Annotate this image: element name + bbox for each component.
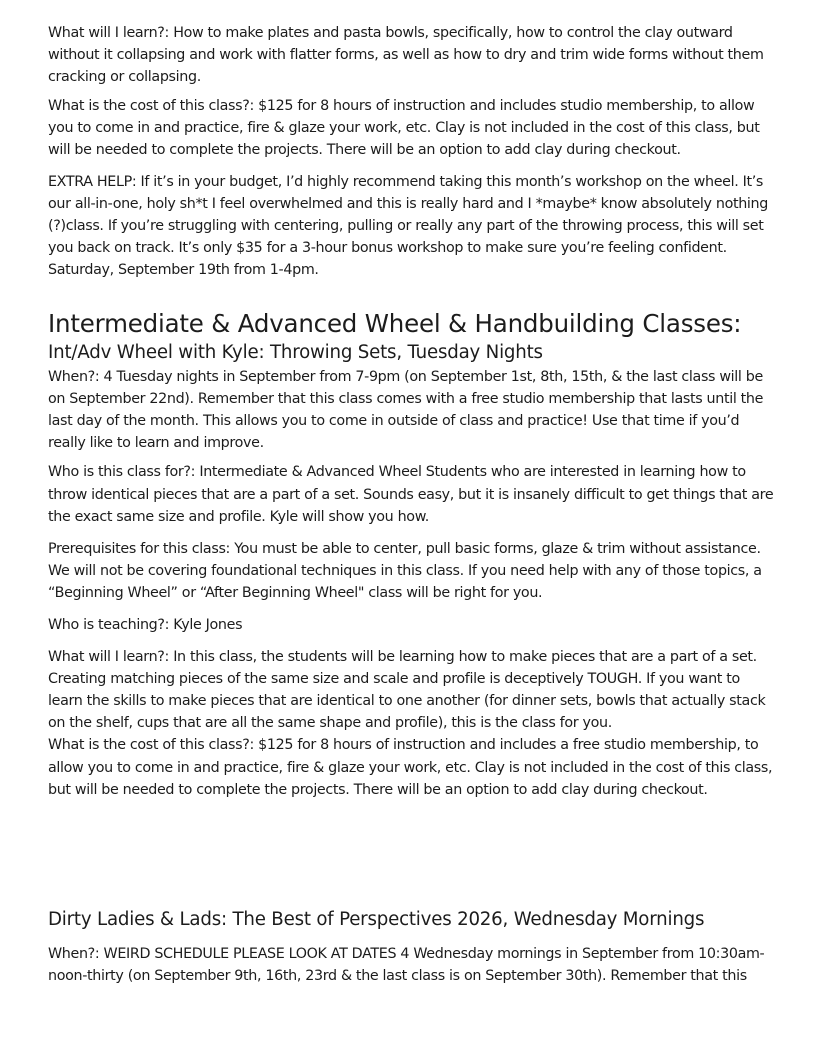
cost-paragraph: What is the cost of this class?: $125 for 8 hours of instruction and includes studio membership, to allow you to come in and practice, fire & glaze your work, etc. Clay is not included in the cost of this class, but will be needed to complete the projects. There will be an option to add clay during checkout. — [48, 98, 760, 159]
cost-paragraph-kyle: What is the cost of this class?: $125 for 8 hours of instruction and includes a free studio membership, to allow you to come in and practice, fire & glaze your work, etc. Clay is not included in the cost of this class, but will be needed to complete the projects. There will be an option to add clay during checkout. — [48, 737, 773, 798]
class-title-kyle: Int/Adv Wheel with Kyle: Throwing Sets, Tuesday Nights — [48, 342, 543, 364]
learn-paragraph: What will I learn?: How to make plates and pasta bowls, specifically, how to control the clay outward without it collapsing and work with flatter forms, as well as how to dry and trim wide forms without them cracking or collapsing. — [48, 25, 764, 86]
when-paragraph: When?: 4 Tuesday nights in September from 7-9pm (on September 1st, 8th, 15th, & the last class will be on September 22nd). Remember that this class comes with a free studio membership that lasts until the last day of the month. This allows you to come in outside of class and practice! Use that time if you’d really like to learn and improve. — [48, 369, 764, 452]
class-title-dirty-ladies: Dirty Ladies & Lads: The Best of Perspectives 2026, Wednesday Mornings — [48, 908, 705, 930]
extra-help-paragraph: EXTRA HELP: If it’s in your budget, I’d highly recommend taking this month’s workshop on the wheel. It’s our all-in-one, holy sh*t I feel overwhelmed and this is really hard and I *maybe* know absolutely nothing (?)class. If you’re struggling with centering, pulling or really any part of the throwing process, this will set you back on track. It’s only $35 for a 3-hour bonus workshop to make sure you’re feeling confident. Saturday, September 19th from 1-4pm. — [48, 173, 768, 278]
teacher-paragraph: Who is teaching?: Kyle Jones — [48, 616, 243, 633]
who-for-paragraph: Who is this class for?: Intermediate & Advanced Wheel Students who are interested in learning how to throw identical pieces that are a part of a set. Sounds easy, but it is insanely difficult to get things that are the exact same size and profile. Kyle will show you how. — [48, 464, 774, 525]
learn-paragraph-kyle: What will I learn?: In this class, the students will be learning how to make pieces that are a part of a set. Creating matching pieces of the same size and scale and profile is deceptively TOUGH. If you want to learn the skills to make pieces that are identical to one another (for dinner sets, bowls that actually stack on the shelf, cups that are all the same shape and profile), this is the class for you. — [48, 649, 766, 732]
document-page — [48, 22, 776, 987]
prerequisites-paragraph: Prerequisites for this class: You must be able to center, pull basic forms, glaze & trim without assistance. We will not be covering foundational techniques in this class. If you need help with any of those topics, a “Beginning Wheel” or “After Beginning Wheel" class will be right for you. — [48, 540, 762, 601]
blank-space — [48, 801, 776, 907]
section-heading: Intermediate & Advanced Wheel & Handbuilding Classes: — [48, 309, 742, 339]
when-paragraph-dirty-ladies: When?: WEIRD SCHEDULE PLEASE LOOK AT DATES 4 Wednesday mornings in September from 10:30am-noon-thirty (on September 9th, 16th, 23rd & the last class is on September 30th). Remember that this — [48, 945, 765, 984]
